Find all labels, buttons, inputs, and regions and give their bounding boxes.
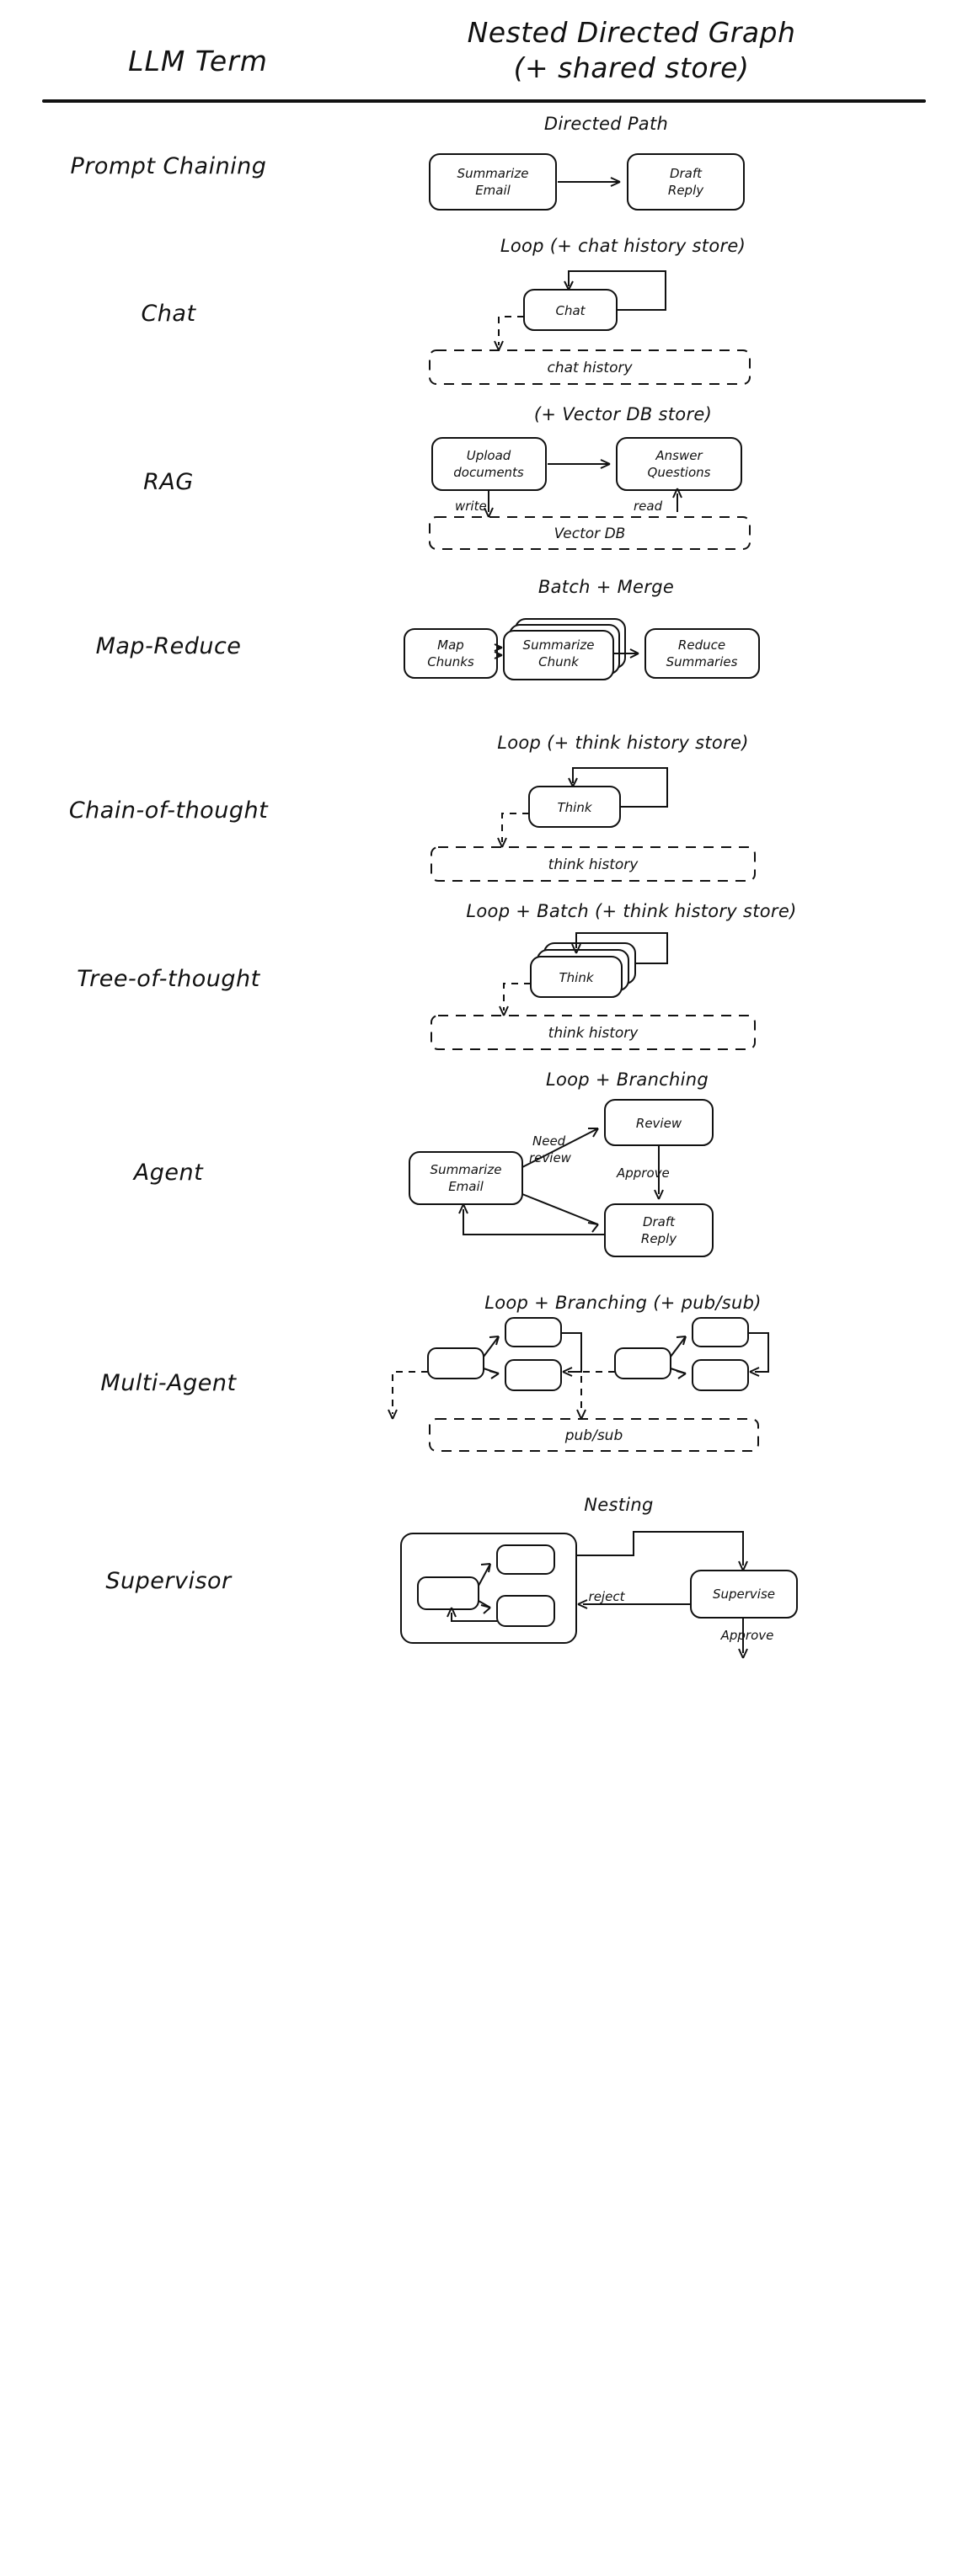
node-label: Chat [555, 303, 586, 319]
node-label: Chunks [427, 654, 474, 670]
diagram-multi-agent [337, 1293, 968, 1473]
row-prompt-chaining [0, 103, 968, 229]
node-agent-b-top[interactable] [693, 1318, 748, 1347]
node-label: Draft [669, 166, 703, 182]
svg-chain-of-thought [337, 753, 927, 888]
term-multi-agent: Multi-Agent [100, 1369, 237, 1396]
row-supervisor [0, 1484, 968, 1677]
edge-label-approve: Approve [617, 1165, 670, 1181]
edge-a-to-store [393, 1372, 428, 1414]
svg-chat [337, 256, 927, 391]
node-reduce-summaries[interactable] [645, 629, 759, 678]
node-label: documents [453, 465, 524, 481]
node-label: Draft [642, 1214, 676, 1230]
diagram-supervisor [337, 1495, 968, 1667]
edge-subflow-to-supervise [576, 1532, 743, 1565]
store-label: think history [548, 1025, 639, 1043]
term-prompt-chaining: Prompt Chaining [70, 152, 267, 179]
row-agent [0, 1063, 968, 1282]
row-chat [0, 229, 968, 397]
node-draft-reply[interactable] [605, 1204, 713, 1256]
edge-b3 [748, 1333, 768, 1372]
svg-multi-agent [337, 1313, 927, 1473]
caption-multi-agent: Loop + Branching (+ pub/sub) [484, 1293, 762, 1314]
caption-rag: (+ Vector DB store) [533, 404, 713, 425]
edge-a1 [484, 1336, 499, 1357]
node-label: Review [635, 1116, 682, 1132]
edge-label-reject: reject [588, 1589, 625, 1605]
header-right-title-line2: (+ shared store) [513, 51, 750, 85]
node-label: Questions [647, 465, 711, 481]
edge-b1 [671, 1336, 686, 1357]
node-answer-questions[interactable] [617, 438, 741, 490]
edge-summarize-to-draft [522, 1194, 598, 1224]
arrowhead-16 [588, 1223, 598, 1232]
edge-a3 [561, 1333, 581, 1372]
edge-s1 [479, 1564, 490, 1586]
node-label: Think [557, 800, 592, 816]
edge-s3 [452, 1613, 497, 1621]
edge-label-review: review [529, 1150, 571, 1166]
node-map-chunks[interactable] [404, 629, 497, 678]
store-label: Vector DB [554, 525, 626, 543]
page-header [0, 0, 968, 86]
node-agent-b-main[interactable] [615, 1348, 671, 1379]
node-label: Summarize [430, 1162, 502, 1178]
node-label: Answer [655, 448, 703, 464]
node-label: Upload [466, 448, 511, 464]
svg-rag [337, 424, 927, 559]
edge-think-to-store [502, 813, 529, 842]
header-left-title: LLM Term [128, 45, 268, 78]
node-label: Email [448, 1179, 484, 1195]
node-label: Think [559, 970, 594, 986]
arrowhead-19 [489, 1371, 499, 1379]
node-sub-top[interactable] [497, 1545, 554, 1574]
svg-agent [337, 1090, 927, 1275]
node-summarize-email[interactable] [430, 154, 556, 210]
node-agent-a-bottom[interactable] [505, 1360, 561, 1390]
diagram-tree-of-thought [337, 901, 968, 1056]
caption-chain-of-thought: Loop (+ think history store) [497, 733, 749, 754]
row-map-reduce [0, 566, 968, 726]
node-label: Summaries [666, 654, 738, 670]
edge-b-to-store [581, 1372, 615, 1414]
node-agent-a-top[interactable] [505, 1318, 561, 1347]
edge-label-read: read [634, 499, 663, 515]
svg-map-reduce [337, 597, 927, 715]
store-label: pub/sub [564, 1427, 623, 1445]
node-agent-a-main[interactable] [428, 1348, 484, 1379]
caption-agent: Loop + Branching [545, 1069, 709, 1091]
node-label: Summarize [522, 637, 595, 653]
node-label: Supervise [712, 1587, 776, 1603]
caption-tree-of-thought: Loop + Batch (+ think history store) [466, 901, 797, 922]
diagram-map-reduce [337, 577, 968, 715]
diagram-chat [337, 236, 968, 391]
edge-label-approve: Approve [720, 1628, 774, 1644]
edge-label-write: write [455, 499, 487, 515]
term-agent: Agent [133, 1159, 204, 1186]
term-chain-of-thought: Chain-of-thought [68, 797, 269, 824]
node-label: Reply [667, 183, 704, 199]
term-chat: Chat [141, 300, 196, 327]
row-chain-of-thought [0, 726, 968, 894]
diagram-rag [337, 404, 968, 559]
diagram-chain-of-thought [337, 733, 968, 888]
node-label: Email [475, 183, 511, 199]
row-multi-agent [0, 1282, 968, 1484]
row-tree-of-thought [0, 894, 968, 1063]
arrowhead-23 [677, 1371, 686, 1379]
caption-map-reduce: Batch + Merge [537, 577, 675, 598]
caption-chat: Loop (+ chat history store) [500, 236, 746, 257]
term-supervisor: Supervisor [105, 1567, 232, 1594]
node-sub-bottom[interactable] [497, 1596, 554, 1626]
term-tree-of-thought: Tree-of-thought [77, 965, 260, 992]
node-label: Map [437, 637, 464, 653]
svg-prompt-chaining [337, 134, 927, 218]
store-label: chat history [547, 360, 633, 377]
edge-draft-back-to-summarize [463, 1209, 605, 1235]
caption-prompt-chaining: Directed Path [543, 114, 669, 135]
node-label: Chunk [538, 654, 579, 670]
node-upload-documents[interactable] [432, 438, 546, 490]
diagram-agent [337, 1069, 968, 1275]
arrowhead-25 [577, 1410, 586, 1419]
row-rag [0, 397, 968, 566]
diagram-prompt-chaining [337, 114, 968, 218]
svg-tree-of-thought [337, 921, 927, 1056]
header-right-title [396, 15, 968, 86]
node-draft-reply[interactable] [628, 154, 744, 210]
term-map-reduce: Map-Reduce [95, 632, 242, 659]
node-label: Reply [640, 1231, 677, 1247]
store-label: think history [548, 856, 639, 874]
header-right-title-line1: Nested Directed Graph [467, 16, 796, 49]
node-label: Summarize [457, 166, 529, 182]
nested-subflow-box[interactable] [401, 1533, 576, 1643]
arrowhead-21 [388, 1410, 397, 1419]
svg-supervisor [337, 1515, 927, 1667]
node-summarize-email[interactable] [409, 1152, 522, 1204]
edge-label-need: Need [532, 1133, 566, 1149]
node-label: Reduce [677, 637, 726, 653]
caption-supervisor: Nesting [584, 1495, 654, 1516]
node-agent-b-bottom[interactable] [693, 1360, 748, 1390]
term-rag: RAG [143, 468, 194, 495]
node-sub-main[interactable] [418, 1577, 479, 1609]
